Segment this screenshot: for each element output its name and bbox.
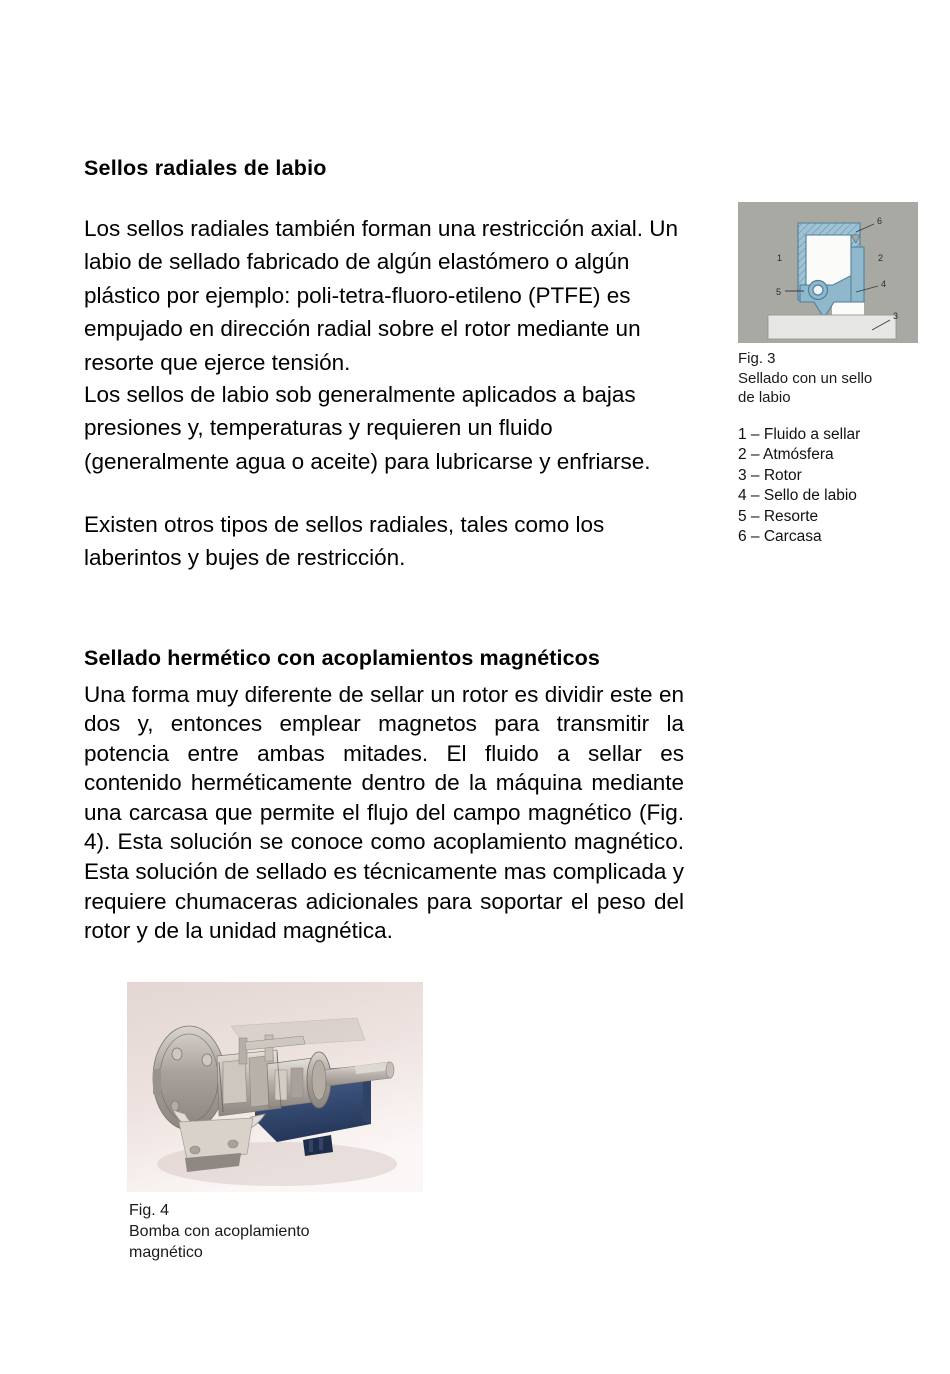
paragraph-radial-seals-intro: Los sellos radiales también forman una restricción axial. Un labio de sellado fabricado de algún elastómero o algún plástico por ejemplo: poli-tetra-fluoro-etileno (PTFE) es empujado en dirección radial sobre el rotor mediante un resorte que ejerce tensión.	[84, 215, 679, 375]
figure-3-caption	[738, 349, 920, 408]
figure-3-caption-line-2: de labio	[738, 389, 791, 406]
figure-4-caption-line-1: Bomba con acoplamiento	[129, 1223, 310, 1240]
figure-3-legend	[738, 425, 920, 548]
paragraph-other-radial-seals: Existen otros tipos de sellos radiales, tales como los laberintos y bujes de restricción.	[84, 511, 605, 570]
figure-3-legend-item-1: 1 – Fluido a sellar	[738, 425, 861, 443]
figure-3-callout-4: 4	[881, 279, 887, 289]
figure-3-callout-2: 2	[878, 253, 884, 263]
figure-3	[738, 202, 920, 548]
figure-3-legend-item-5: 5 – Resorte	[738, 507, 819, 525]
figure-3-callout-6: 6	[877, 216, 883, 226]
paragraph-magnetic-coupling: Una forma muy diferente de sellar un rotor es dividir este en dos y, entonces emplear magnetos para transmitir la potencia entre ambas mitades. El fluido a sellar es contenido herméticamente dentro de la máquina mediante una carcasa que permite el flujo del campo magnético (Fig. 4). Esta solución se conoce como acoplamiento magnético. Esta solución de sellado es técnicamente mas complicada y requiere chumaceras adicionales para soportar el peso del rotor y de la unidad magnética.	[84, 681, 684, 944]
section-heading-hermetic-magnetic-coupling: Sellado hermético con acoplamientos magnéticos	[84, 645, 600, 670]
figure-3-legend-item-6: 6 – Carcasa	[738, 528, 822, 545]
figure-4	[127, 982, 427, 1263]
paragraph-lip-seals-applications: Los sellos de labio sob generalmente aplicados a bajas presiones y, temperaturas y requieren un fluido (generalmente agua o aceite) para lubricarse y enfriarse.	[84, 381, 651, 474]
figure-4-caption-line-2: magnético	[129, 1244, 203, 1261]
lip-seal-cross-section-diagram	[738, 202, 918, 343]
figure-3-image	[738, 202, 918, 343]
figure-4-image	[127, 982, 423, 1192]
figure-3-legend-item-4: 4 – Sello de labio	[738, 487, 857, 504]
figure-3-callout-5: 5	[776, 287, 782, 297]
figure-4-caption	[129, 1200, 427, 1263]
figure-3-callout-1: 1	[777, 253, 783, 263]
figure-3-legend-item-3: 3 – Rotor	[738, 466, 802, 484]
section-heading-radial-lip-seals: Sellos radiales de labio	[84, 156, 327, 181]
figure-4-number: Fig. 4	[129, 1202, 170, 1219]
magnetic-coupling-pump-photo	[127, 982, 423, 1192]
figure-3-number: Fig. 3	[738, 350, 776, 367]
figure-3-callout-3: 3	[893, 311, 899, 321]
figure-3-caption-line-1: Sellado con un sello	[738, 369, 873, 387]
figure-3-legend-item-2: 2 – Atmósfera	[738, 446, 834, 463]
